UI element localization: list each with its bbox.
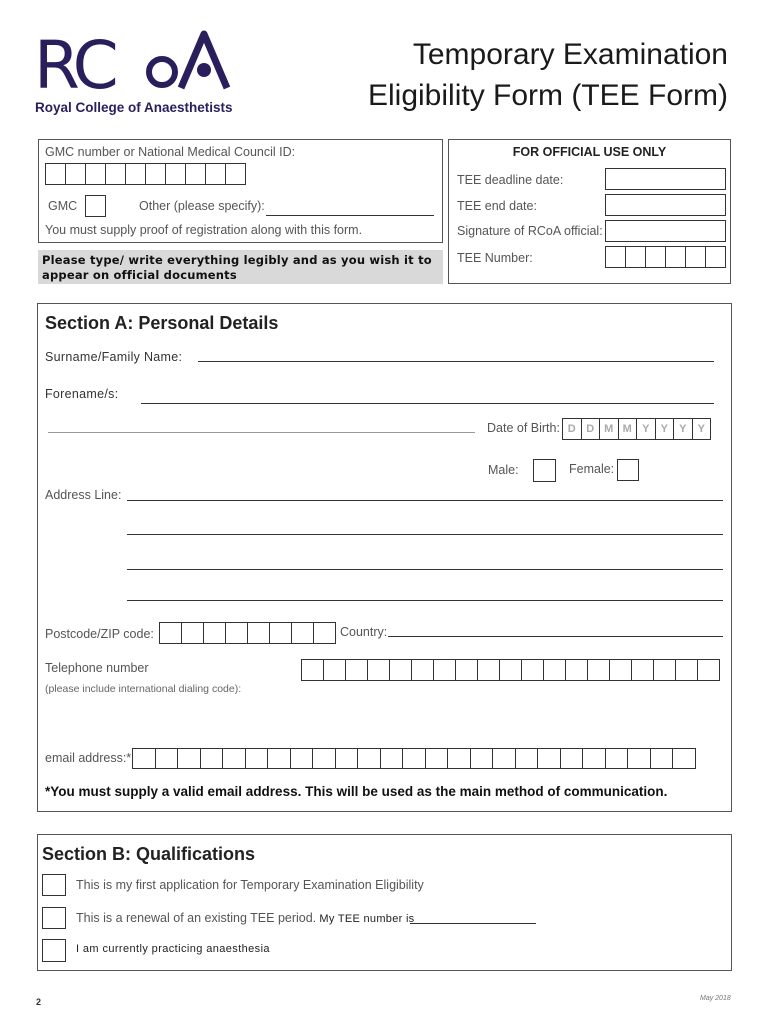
dob-cell[interactable]: Y [673,418,693,440]
input-cell[interactable] [45,163,66,185]
svg-text:RC: RC [34,30,115,90]
address-label: Address Line: [45,488,122,502]
input-cell[interactable] [587,659,610,681]
address-line-3[interactable] [127,569,723,570]
registration-box [38,139,443,243]
postcode-cells[interactable] [159,622,336,644]
tee-number-cells[interactable] [605,246,726,268]
page-number: 2 [36,997,42,1007]
input-cell[interactable] [543,659,566,681]
address-line-2[interactable] [127,534,723,535]
input-cell[interactable] [222,748,246,769]
input-cell[interactable] [145,163,166,185]
telephone-note: (please include international dialing code): [45,683,242,695]
input-cell[interactable] [159,622,182,644]
input-cell[interactable] [650,748,674,769]
tee-deadline-label: TEE deadline date: [457,173,564,187]
input-cell[interactable] [565,659,588,681]
input-cell[interactable] [85,163,106,185]
input-cell[interactable] [155,748,179,769]
other-input[interactable] [266,215,434,216]
country-label: Country: [340,625,388,639]
input-cell[interactable] [205,163,226,185]
input-cell[interactable] [605,748,629,769]
input-cell[interactable] [290,748,314,769]
form-title-line1: Temporary Examination [412,38,728,71]
gmc-checkbox[interactable] [85,195,106,217]
input-cell[interactable] [447,748,471,769]
input-cell[interactable] [132,748,156,769]
input-cell[interactable] [65,163,86,185]
email-cells[interactable] [132,748,696,769]
input-cell[interactable] [125,163,146,185]
practicing-label: I am currently practicing anaesthesia [76,943,270,955]
telephone-label: Telephone number [45,661,149,675]
practicing-checkbox[interactable] [42,939,66,962]
email-note: *You must supply a valid email address. This will be used as the main method of communication. [45,784,668,799]
input-cell[interactable] [653,659,676,681]
input-cell[interactable] [631,659,654,681]
input-cell[interactable] [200,748,224,769]
proof-note: You must supply proof of registration along with this form. [45,223,363,237]
input-cell[interactable] [225,622,248,644]
input-cell[interactable] [312,748,336,769]
input-cell[interactable] [433,659,456,681]
input-cell[interactable] [515,748,539,769]
gmc-id-label: GMC number or National Medical Council ID: [45,145,296,159]
input-cell[interactable] [411,659,434,681]
input-cell[interactable] [477,659,500,681]
input-cell[interactable] [499,659,522,681]
tee-deadline-input[interactable] [605,168,726,190]
gmc-id-cells[interactable] [45,163,246,185]
renewal-tee-number-input[interactable] [410,923,536,924]
dob-cell[interactable]: D [581,418,601,440]
renewal-checkbox[interactable] [42,907,66,929]
input-cell[interactable] [291,622,314,644]
input-cell[interactable] [605,246,626,268]
section-a-title: Section A: Personal Details [45,313,279,333]
input-cell[interactable] [335,748,359,769]
male-checkbox[interactable] [533,459,556,482]
input-cell[interactable] [537,748,561,769]
input-cell[interactable] [301,659,324,681]
forename-input[interactable] [141,403,714,404]
rcoa-logo [34,30,234,122]
dob-cell[interactable]: M [599,418,619,440]
input-cell[interactable] [380,748,404,769]
renewal-label-prefix: This is a renewal of an existing TEE period [76,911,313,925]
male-label: Male: [488,463,519,477]
dob-cell[interactable]: Y [692,418,712,440]
dob-cell[interactable]: Y [636,418,656,440]
official-use-heading: FOR OFFICIAL USE ONLY [512,145,667,159]
address-line-1[interactable] [127,500,723,501]
form-title-line2: Eligibility Form (TEE Form) [367,79,728,112]
tee-end-input[interactable] [605,194,726,216]
logo-subtitle: Royal College of Anaesthetists [35,100,233,115]
tee-number-label: TEE Number: [457,251,533,265]
input-cell[interactable] [697,659,720,681]
input-cell[interactable] [345,659,368,681]
input-cell[interactable] [645,246,666,268]
email-label: email address:* [45,751,132,765]
other-label: Other (please specify): [139,199,265,213]
input-cell[interactable] [455,659,478,681]
female-checkbox[interactable] [617,459,639,481]
official-use-box [448,139,731,284]
input-cell[interactable] [492,748,516,769]
input-cell[interactable] [402,748,426,769]
section-b [37,834,732,971]
first-application-checkbox[interactable] [42,874,66,896]
input-cell[interactable] [672,748,696,769]
input-cell[interactable] [625,246,646,268]
signature-label: Signature of RCoA official: [457,224,603,238]
input-cell[interactable] [389,659,412,681]
input-cell[interactable] [181,622,204,644]
input-cell[interactable] [582,748,606,769]
input-cell[interactable] [675,659,698,681]
input-cell[interactable] [165,163,186,185]
input-cell[interactable] [225,163,246,185]
input-cell[interactable] [185,163,206,185]
input-cell[interactable] [247,622,270,644]
first-application-label: This is my first application for Temporary Examination Eligibility [76,878,424,892]
postcode-label: Postcode/ZIP code: [45,627,154,641]
input-cell[interactable] [425,748,449,769]
forename-label: Forename/s: [45,387,119,401]
input-cell[interactable] [609,659,632,681]
input-cell[interactable] [705,246,726,268]
surname-label: Surname/Family Name: [45,350,183,364]
input-cell[interactable] [323,659,346,681]
telephone-cells[interactable] [301,659,720,681]
input-cell[interactable] [203,622,226,644]
input-cell[interactable] [313,622,336,644]
input-cell[interactable] [177,748,201,769]
dob-cell[interactable]: D [562,418,582,440]
legibility-note [38,250,443,284]
address-line-4[interactable] [127,600,723,601]
dob-cell[interactable]: M [618,418,638,440]
input-cell[interactable] [685,246,706,268]
country-input[interactable] [388,636,723,637]
female-label: Female: [569,462,615,476]
input-cell[interactable] [521,659,544,681]
input-cell[interactable] [269,622,292,644]
dob-cell[interactable]: Y [655,418,675,440]
tee-end-label: TEE end date: [457,199,537,213]
section-b-title: Section B: Qualifications [42,844,256,864]
input-cell[interactable] [470,748,494,769]
footer-date: May 2018 [700,995,731,1002]
rcoa-logo-mark [34,30,234,90]
input-cell[interactable] [267,748,291,769]
renewal-label-suffix: . My TEE number is [312,913,415,925]
signature-input[interactable] [605,220,726,242]
dob-label: Date of Birth: [487,421,560,435]
forename-extra-input[interactable] [48,432,475,433]
surname-input[interactable] [198,361,714,362]
input-cell[interactable] [357,748,381,769]
input-cell[interactable] [560,748,584,769]
input-cell[interactable] [245,748,269,769]
input-cell[interactable] [367,659,390,681]
section-a [37,303,732,812]
dob-cells[interactable] [562,418,711,440]
legibility-note-text: Please type/ write everything legibly and as you wish it to appear on official documents [42,253,432,282]
input-cell[interactable] [627,748,651,769]
renewal-label [76,911,414,925]
input-cell[interactable] [105,163,126,185]
gmc-checkbox-label: GMC [48,199,78,213]
input-cell[interactable] [665,246,686,268]
